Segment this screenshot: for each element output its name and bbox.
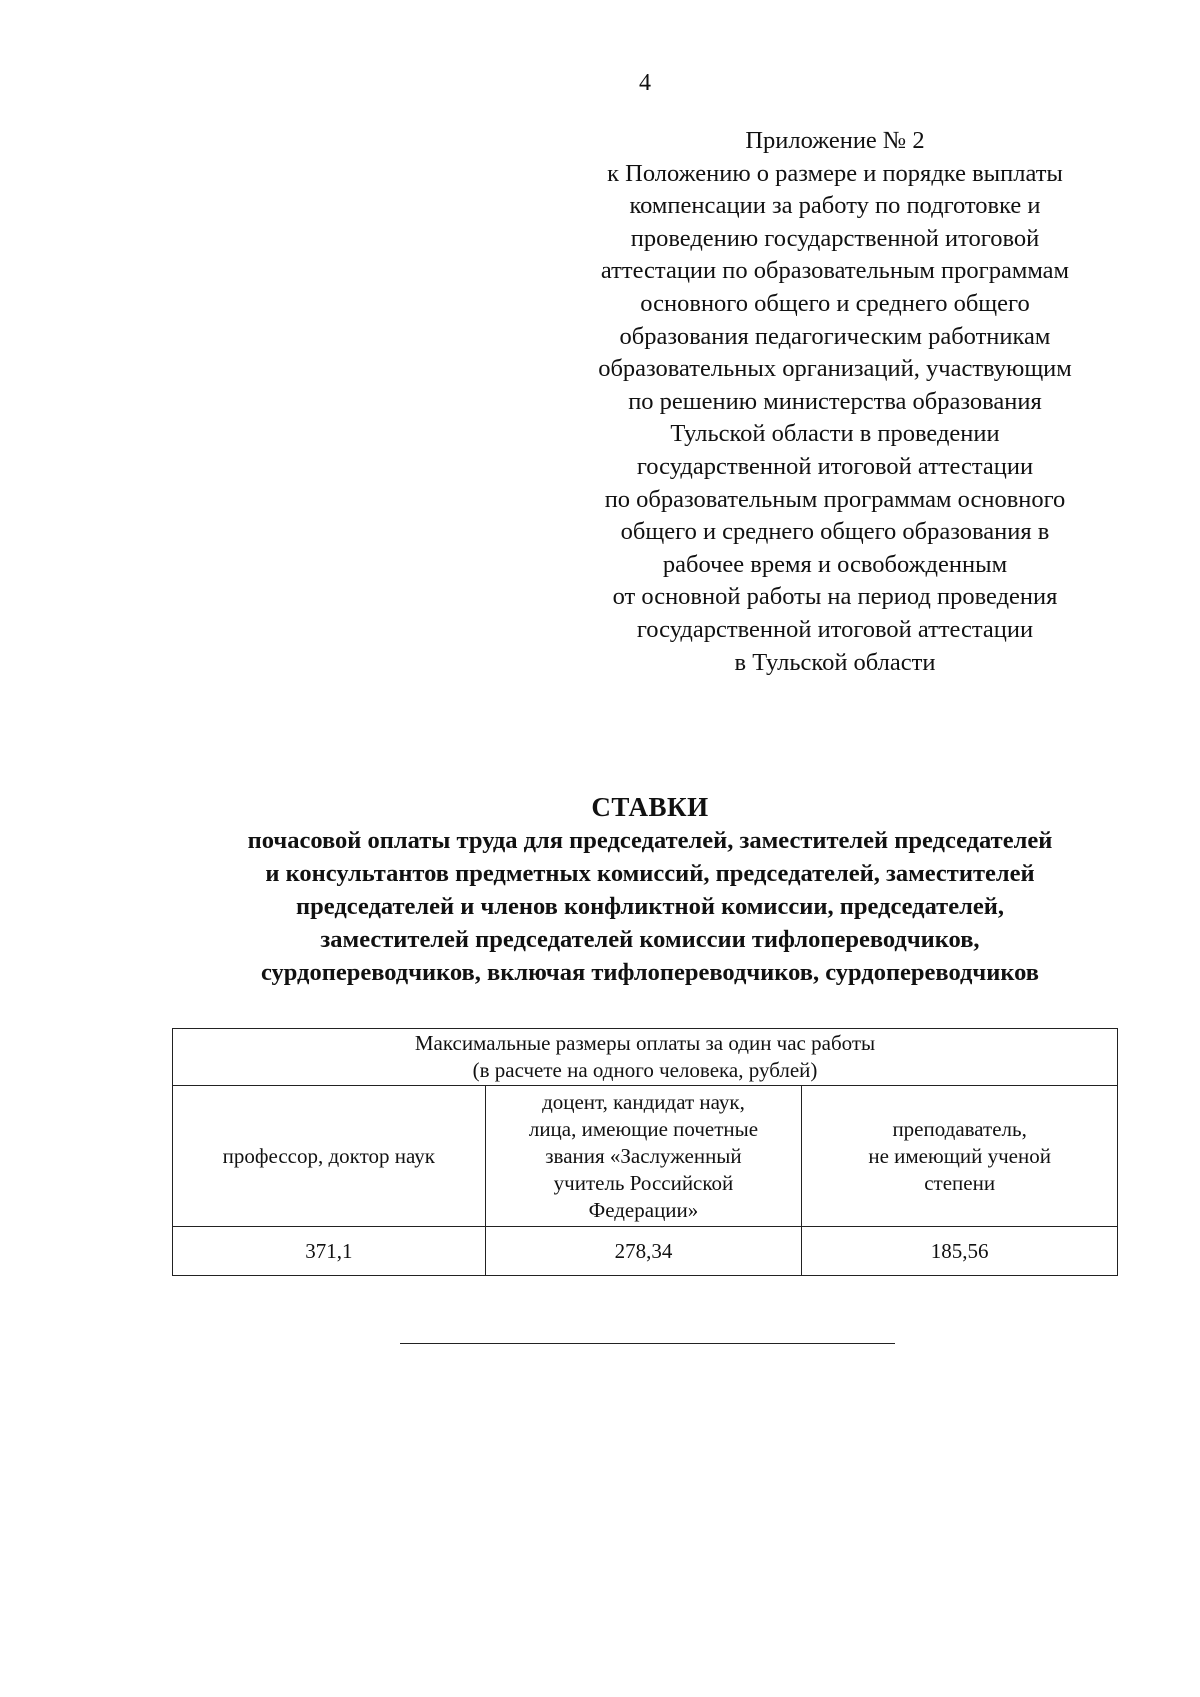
appendix-heading: Приложение № 2 bbox=[745, 127, 925, 154]
column-header-line: преподаватель, bbox=[892, 1116, 1027, 1141]
merged-header-line: (в расчете на одного человека, рублей) bbox=[472, 1058, 818, 1082]
merged-header-line: Максимальные размеры оплаты за один час работы bbox=[414, 1031, 876, 1055]
merged-header-cell bbox=[173, 1029, 1118, 1086]
appendix-line: государственной итоговой аттестации bbox=[636, 615, 1034, 643]
subtitle-line: председателей и членов конфликтной комиссии, председателей, bbox=[296, 893, 1004, 920]
appendix-line: к Положению о размере и порядке выплаты bbox=[607, 159, 1063, 187]
table-row bbox=[173, 1227, 1118, 1276]
table-column-header-row bbox=[173, 1086, 1118, 1227]
column-header-line: Федерации» bbox=[588, 1197, 699, 1222]
appendix-reference bbox=[545, 125, 1125, 679]
appendix-line: общего и среднего общего образования в bbox=[620, 518, 1050, 546]
document-title: СТАВКИ bbox=[591, 792, 709, 822]
document-subtitle bbox=[150, 824, 1150, 989]
rates-table bbox=[172, 1028, 1118, 1276]
subtitle-line: сурдопереводчиков, включая тифлопереводчиков, сурдопереводчиков bbox=[260, 959, 1040, 986]
column-header-line: не имеющий ученой bbox=[868, 1143, 1051, 1168]
column-header-line: лица, имеющие почетные bbox=[528, 1116, 759, 1141]
end-separator-line bbox=[400, 1343, 895, 1344]
column-header-line: учитель Российской bbox=[553, 1170, 734, 1195]
document-title-block bbox=[150, 790, 1150, 989]
column-header-professor bbox=[173, 1086, 486, 1227]
subtitle-line: почасовой оплаты труда для председателей, заместителей председателей bbox=[247, 827, 1053, 854]
rate-value-teacher: 185,56 bbox=[802, 1227, 1118, 1276]
subtitle-line: и консультантов предметных комиссий, председателей, заместителей bbox=[265, 860, 1035, 887]
column-header-line: звания «Заслуженный bbox=[545, 1143, 742, 1168]
appendix-line: от основной работы на период проведения bbox=[612, 583, 1058, 611]
rate-value-professor: 371,1 bbox=[173, 1227, 486, 1276]
appendix-line: в Тульской области bbox=[734, 648, 936, 676]
column-header-docent bbox=[485, 1086, 802, 1227]
column-header-line: профессор, доктор наук bbox=[222, 1143, 435, 1168]
appendix-line: компенсации за работу по подготовке и bbox=[629, 192, 1041, 220]
appendix-line: Тульской области в проведении bbox=[670, 420, 1000, 448]
rate-value-docent: 278,34 bbox=[485, 1227, 802, 1276]
appendix-line: аттестации по образовательным программам bbox=[600, 257, 1070, 285]
appendix-line: рабочее время и освобожденным bbox=[662, 550, 1008, 578]
appendix-line: проведению государственной итоговой bbox=[630, 224, 1040, 252]
column-header-line: доцент, кандидат наук, bbox=[542, 1089, 745, 1114]
column-header-line: степени bbox=[924, 1170, 996, 1195]
appendix-line: по решению министерства образования bbox=[628, 387, 1042, 415]
table-header-row bbox=[173, 1029, 1118, 1086]
column-header-teacher bbox=[802, 1086, 1118, 1227]
appendix-line: по образовательным программам основного bbox=[604, 485, 1066, 513]
appendix-line: образования педагогическим работникам bbox=[619, 322, 1051, 350]
page-number: 4 bbox=[639, 70, 651, 96]
appendix-line: основного общего и среднего общего bbox=[640, 289, 1030, 317]
appendix-line: государственной итоговой аттестации bbox=[636, 452, 1034, 480]
subtitle-line: заместителей председателей комиссии тифлопереводчиков, bbox=[320, 926, 980, 953]
appendix-line: образовательных организаций, участвующим bbox=[598, 355, 1072, 383]
